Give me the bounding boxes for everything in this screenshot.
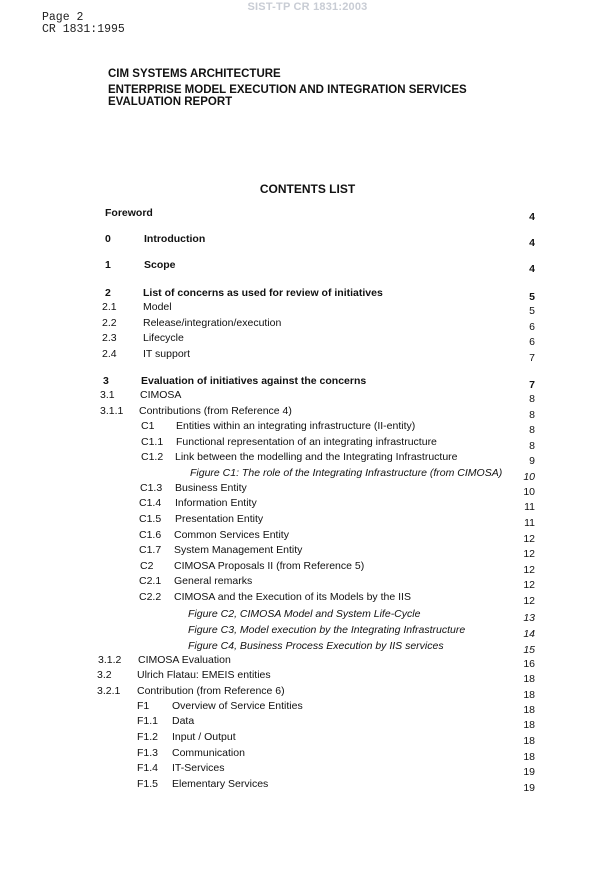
toc-entry-title: Foreword [105,207,153,219]
toc-entry [0,529,615,543]
toc-entry [0,591,615,605]
toc-entry-title: Common Services Entity [174,529,289,541]
toc-entry-page: 6 [529,321,535,333]
toc-entry-page: 8 [529,409,535,421]
toc-entry [0,348,615,362]
toc-entry-title: Information Entity [175,497,257,509]
toc-entry-page: 5 [529,305,535,317]
toc-entry-number: C1.3 [140,482,163,494]
toc-entry-number: 3.1 [100,389,115,401]
toc-entry-page: 18 [523,704,535,716]
toc-entry-title: Entities within an integrating infrastructure (II-entity) [176,420,416,432]
toc-entry [0,451,615,465]
toc-entry-title: IT support [143,348,191,360]
toc-entry-page: 12 [523,579,535,591]
toc-entry-page: 9 [529,455,535,467]
toc-entry-title: CIMOSA [140,389,182,401]
watermark: SIST-TP CR 1831:2003 [247,1,368,13]
toc-entry-page: 19 [523,766,535,778]
toc-entry-number: F1 [137,700,150,712]
toc-entry-number: F1.1 [137,715,159,727]
toc-entry-title: CIMOSA Evaluation [138,654,231,666]
toc-entry [0,482,615,496]
page-label: Page 2 [42,11,84,24]
toc-entry-page: 19 [523,782,535,794]
report-title-line: CIM SYSTEMS ARCHITECTURE [108,68,281,80]
toc-entry-number: C1.2 [141,451,164,463]
toc-entry [0,747,615,761]
toc-entry-page: 8 [529,440,535,452]
toc-entry [0,233,615,247]
toc-entry-page: 4 [529,263,535,275]
toc-entry-page: 12 [523,595,535,607]
toc-entry [0,287,615,301]
toc-entry [0,700,615,714]
toc-entry-page: 18 [523,689,535,701]
toc-entry [0,420,615,434]
toc-entry [0,560,615,574]
toc-entry-title: Overview of Service Entities [172,700,303,712]
toc-entry-title: CIMOSA and the Execution of its Models by the IIS [174,591,411,603]
toc-entry-number: 2.4 [102,348,117,360]
toc-entry-title: Data [172,715,195,727]
toc-entry-title: Lifecycle [143,332,184,344]
toc-entry [0,301,615,315]
toc-entry-number: 2.2 [102,317,117,329]
toc-entry [0,575,615,589]
toc-entry-number: C2.1 [139,575,162,587]
toc-entry-page: 8 [529,393,535,405]
toc-entry [0,467,615,481]
toc-entry [0,332,615,346]
toc-entry-title: Contributions (from Reference 4) [139,405,292,417]
toc-entry-page: 11 [524,501,535,513]
toc-entry-title: Communication [172,747,245,759]
toc-entry [0,715,615,729]
report-title-line: ENTERPRISE MODEL EXECUTION AND INTEGRATION SERVICES [108,84,467,96]
toc-entry-number: C1.6 [139,529,162,541]
toc-entry-page: 10 [523,471,535,483]
toc-entry-page: 7 [529,352,535,364]
toc-entry [0,762,615,776]
toc-entry-title: Contribution (from Reference 6) [137,685,285,697]
toc-entry-page: 6 [529,336,535,348]
toc-entry [0,513,615,527]
toc-entry [0,685,615,699]
toc-entry-title: Figure C1: The role of the Integrating Infrastructure (from CIMOSA) [190,467,503,479]
toc-entry-number: C2 [140,560,154,572]
toc-entry [0,207,615,221]
toc-entry-title: Functional representation of an integrating infrastructure [176,436,437,448]
toc-entry-number: 2 [105,287,111,299]
toc-entry-page: 13 [523,612,535,624]
contents-heading: CONTENTS LIST [259,182,356,196]
toc-entry [0,778,615,792]
toc-entry-number: F1.5 [137,778,159,790]
toc-entry-title: Input / Output [172,731,236,743]
toc-entry-page: 8 [529,424,535,436]
toc-entry-page: 7 [529,379,535,391]
toc-entry-title: Presentation Entity [175,513,264,525]
toc-entry-title: Scope [144,259,176,271]
toc-entry-page: 4 [529,211,535,223]
toc-entry-page: 18 [523,751,535,763]
toc-entry-page: 14 [523,628,535,640]
toc-entry [0,497,615,511]
toc-entry-title: IT-Services [172,762,225,774]
toc-entry-number: 3.2.1 [97,685,121,697]
toc-entry-page: 12 [523,533,535,545]
doc-reference: CR 1831:1995 [42,23,125,36]
toc-entry-number: 2.1 [102,301,117,313]
toc-entry-page: 18 [523,719,535,731]
toc-entry-page: 5 [529,291,535,303]
toc-entry-title: Introduction [144,233,206,245]
toc-entry-number: 2.3 [102,332,117,344]
toc-entry-number: 1 [105,259,111,271]
toc-entry [0,731,615,745]
toc-entry-number: 3 [103,375,109,387]
toc-entry [0,436,615,450]
toc-entry-page: 10 [523,486,535,498]
toc-entry [0,389,615,403]
toc-entry-number: 3.1.1 [100,405,124,417]
toc-entry-title: Model [143,301,172,313]
toc-entry-title: Link between the modelling and the Integrating Infrastructure [175,451,458,463]
toc-entry-number: F1.3 [137,747,159,759]
toc-entry [0,640,615,654]
toc-entry-title: System Management Entity [174,544,303,556]
toc-entry-page: 4 [529,237,535,249]
toc-entry-title: General remarks [174,575,253,587]
toc-entry-page: 16 [523,658,535,670]
toc-entry-number: F1.4 [137,762,159,774]
toc-entry-title: Ulrich Flatau: EMEIS entities [137,669,271,681]
toc-entry-number: C1.4 [139,497,162,509]
toc-entry [0,608,615,622]
toc-entry [0,405,615,419]
toc-entry-number: C1.5 [139,513,162,525]
toc-entry-title: Evaluation of initiatives against the concerns [141,375,367,387]
toc-entry [0,375,615,389]
toc-entry [0,669,615,683]
toc-entry-page: 15 [523,644,535,656]
toc-entry-title: Figure C3, Model execution by the Integrating Infrastructure [188,624,466,636]
toc-entry-title: List of concerns as used for review of initiatives [143,287,383,299]
toc-entry-number: 3.2 [97,669,112,681]
toc-entry-title: CIMOSA Proposals II (from Reference 5) [174,560,365,572]
toc-entry-number: C1.7 [139,544,162,556]
toc-entry-page: 12 [523,564,535,576]
toc-entry-title: Figure C4, Business Process Execution by IIS services [188,640,444,652]
toc-entry-page: 12 [523,548,535,560]
toc-entry-title: Release/integration/execution [143,317,282,329]
toc-entry-title: Figure C2, CIMOSA Model and System Life-Cycle [188,608,421,620]
toc-entry [0,624,615,638]
toc-entry-number: 0 [105,233,111,245]
toc-entry-number: 3.1.2 [98,654,122,666]
report-title-line: EVALUATION REPORT [108,96,233,108]
toc-entry-number: C1.1 [141,436,164,448]
toc-entry-page: 11 [524,517,535,529]
toc-entry-number: C2.2 [139,591,162,603]
toc-entry-number: C1 [141,420,155,432]
toc-entry-title: Elementary Services [172,778,269,790]
toc-entry-title: Business Entity [175,482,247,494]
toc-entry [0,259,615,273]
toc-entry-page: 18 [523,673,535,685]
toc-entry [0,317,615,331]
toc-entry [0,654,615,668]
toc-entry-number: F1.2 [137,731,159,743]
toc-entry-page: 18 [523,735,535,747]
toc-entry [0,544,615,558]
